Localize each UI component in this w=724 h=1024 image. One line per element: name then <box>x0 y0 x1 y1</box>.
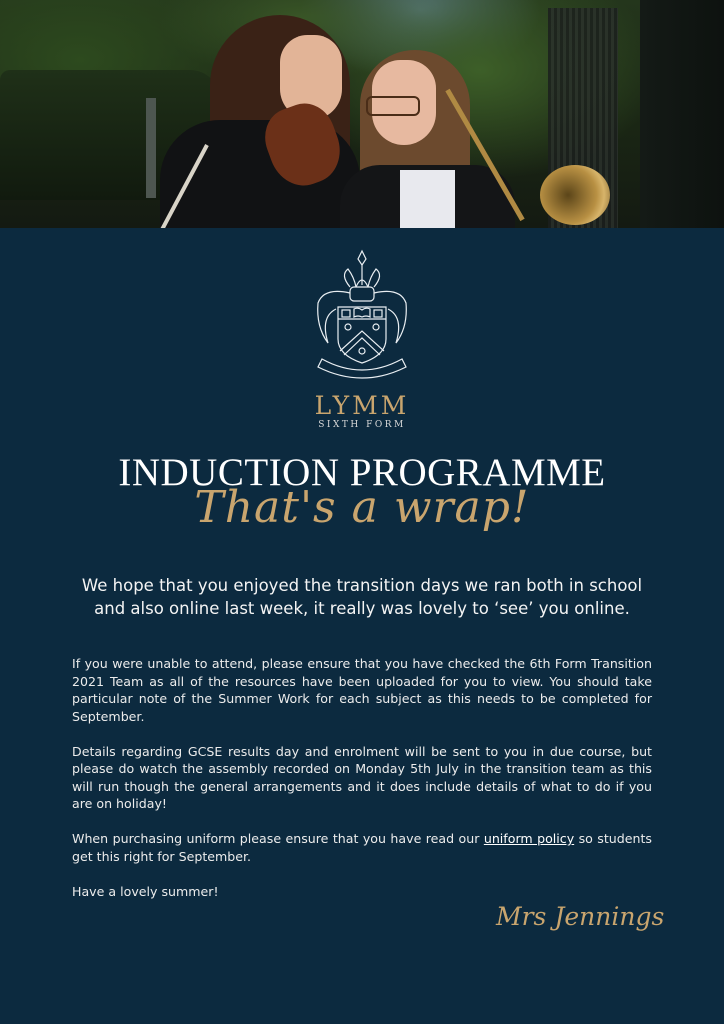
brand-name: LYMM <box>314 391 410 420</box>
glasses <box>366 96 420 116</box>
paragraph-closing: Have a lovely summer! <box>72 883 219 899</box>
uniform-text-before: When purchasing uniform please ensure that you have read our <box>72 831 484 846</box>
uniform-text-after: so students get this right for September. <box>72 831 652 864</box>
trombone-bell <box>540 165 610 225</box>
intro-text: We hope that you enjoyed the transition days we ran both in school and also online last week, it really was lovely to ‘see’ you online. <box>81 576 643 618</box>
post <box>146 98 156 198</box>
shadow-area <box>640 0 724 228</box>
uniform-policy-link[interactable]: uniform policy <box>483 831 575 846</box>
signature: Mrs Jennings <box>496 902 665 931</box>
hero-photo <box>0 0 724 228</box>
paragraph-attendance: If you were unable to attend, please ensure that you have checked the 6th Form Transition 2021 Team as all of the resources have been uploaded for you to view. You should take particular note of the Summer Work for each subject as this needs to be completed for September. <box>72 656 652 724</box>
school-crest-icon <box>310 247 415 387</box>
paragraph-gcse-results: Details regarding GCSE results day and enrolment will be sent to you in due course, but please do watch the assembly recorded on Monday 5th July in the transition team as this will run though the general arrangements and it does include details of what to do if you are on holiday! <box>72 743 652 811</box>
paragraph-uniform <box>72 830 652 865</box>
body-text <box>72 655 652 918</box>
student-2-shirt <box>400 170 455 228</box>
page-title: INDUCTION PROGRAMME <box>118 451 606 494</box>
script-heading: That's a wrap! <box>194 482 530 533</box>
brand-subtitle: SIXTH FORM <box>318 420 406 430</box>
